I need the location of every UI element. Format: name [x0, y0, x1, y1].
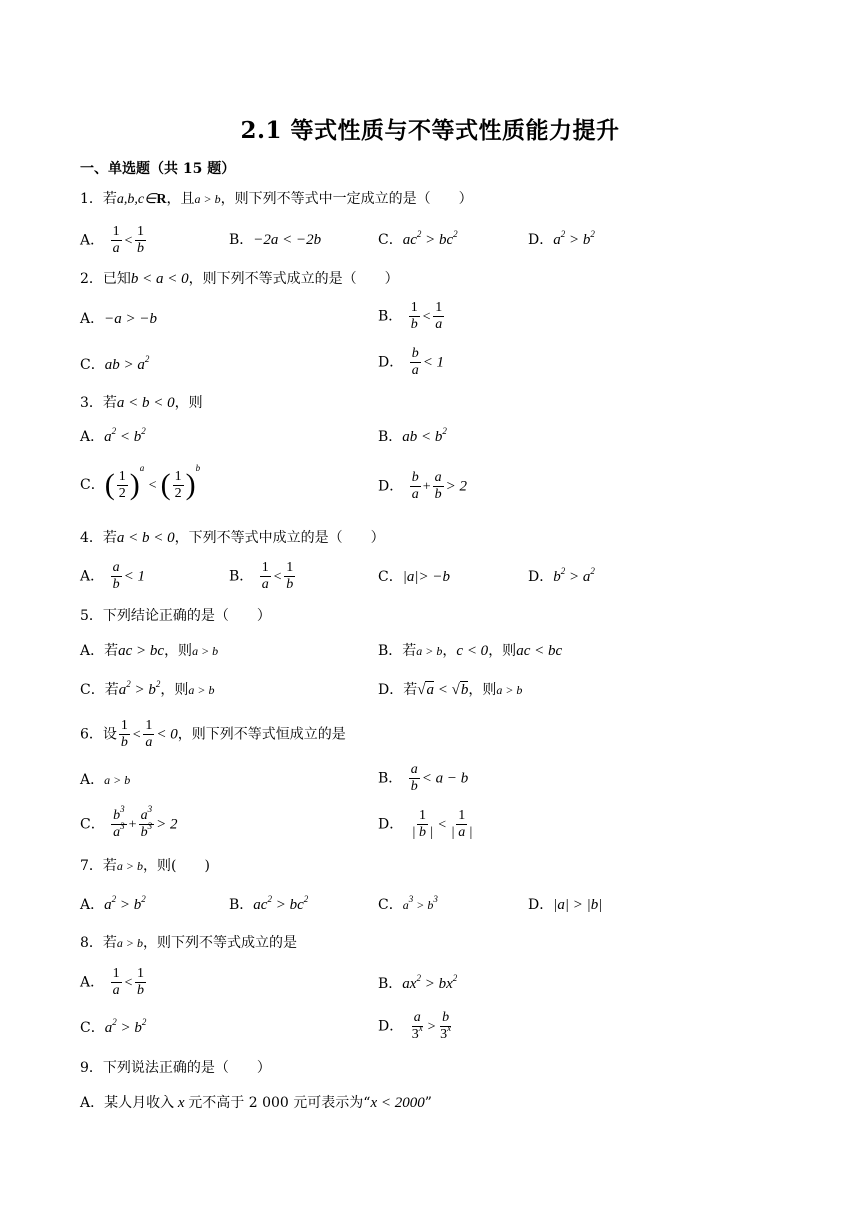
question-4-option-c[interactable]: C．|a|> −b	[378, 569, 450, 585]
question-5-option-b[interactable]: B．若a > b，c < 0，则ac < bc	[378, 643, 563, 659]
question-8-option-a[interactable]: A． $\frac{1}{a}$ < $\frac{1}{b}$	[80, 966, 145, 998]
question-1-option-a[interactable]: A． $\frac{1}{a}$ < $\frac{1}{b}$	[80, 224, 145, 256]
question-1-option-b[interactable]: B．−2a < −2b	[229, 232, 322, 248]
question-3-option-a[interactable]: A．$a^2 < b^2$	[80, 426, 146, 445]
question-2-option-d[interactable]: D． $\frac{b}{a}$ < 1	[378, 346, 445, 378]
question-4-option-d[interactable]: D．$b^2 > a^2$	[528, 566, 595, 585]
question-1-option-c[interactable]: C．$ac^2 > bc^2$	[378, 229, 458, 248]
question-6-option-b[interactable]: B． $\frac{a}{b}$ < a − b	[378, 762, 469, 794]
question-1-option-d[interactable]: D．$a^2 > b^2$	[528, 229, 595, 248]
question-3-option-b[interactable]: B．ab < $b^2$	[378, 426, 447, 445]
question-4-option-a[interactable]: A． $\frac{a}{b}$ < 1	[80, 560, 145, 592]
question-6-option-c[interactable]: C． $\frac{b^3}{a^3}$ + $\frac{a^3}{b^3}$ > 2	[80, 804, 178, 840]
question-3: 3．若a < b < 0，则	[80, 395, 203, 411]
question-6-option-a[interactable]: A．a > b	[80, 772, 131, 788]
question-3-option-d[interactable]: D． $\frac{b}{a}$ + $\frac{a}{b}$ > 2	[378, 470, 467, 502]
question-7-option-a[interactable]: A．$a^2 > b^2$	[80, 894, 146, 913]
question-2-option-c[interactable]: C．ab > $a^2$	[80, 354, 150, 373]
question-4-option-b[interactable]: B． $\frac{1}{a}$ < $\frac{1}{b}$	[229, 560, 294, 592]
page-title: 2.1 等式性质与不等式性质能力提升	[240, 117, 620, 144]
question-7: 7．若a > b，则( )	[80, 858, 210, 874]
question-2: 2．已知b < a < 0，则下列不等式成立的是（ ）	[80, 271, 399, 287]
question-1: 1．若a,b,c∈R，且a > b，则下列不等式中一定成立的是（ ）	[80, 191, 473, 207]
question-7-option-b[interactable]: B．$ac^2 > bc^2$	[229, 894, 309, 913]
question-8-option-b[interactable]: B．$ax^2 > bx^2$	[378, 973, 458, 992]
question-3-option-c[interactable]: C．( $\frac{1}{2}$ )$^a$ < ( $\frac{1}{2}$ )$^b$	[80, 463, 201, 501]
question-8-option-c[interactable]: C．$a^2 > b^2$	[80, 1017, 147, 1036]
question-5-option-a[interactable]: A．若ac > bc，则a > b	[80, 643, 219, 659]
question-7-option-c[interactable]: C．$a^3 > b^3$	[378, 894, 438, 913]
question-6-option-d[interactable]: D． $\frac{1}{| b |}$ < $\frac{1}{| a |}$	[378, 808, 473, 840]
question-4: 4．若a < b < 0，下列不等式中成立的是（ ）	[80, 530, 385, 546]
question-5-option-c[interactable]: C．若$a^2 > b^2$，则a > b	[80, 679, 215, 698]
question-2-option-a[interactable]: A．−a > −b	[80, 311, 157, 327]
question-7-option-d[interactable]: D．|a| > |b|	[528, 897, 603, 913]
question-8: 8．若a > b，则下列不等式成立的是	[80, 935, 298, 951]
section-heading: 一、单选题（共 15 题）	[80, 161, 236, 177]
question-6: 6．设 $\frac{1}{b}$ < $\frac{1}{a}$ < 0，则下列不等式恒成立的是	[80, 718, 346, 750]
question-9: 9．下列说法正确的是（ ）	[80, 1060, 271, 1076]
question-5: 5．下列结论正确的是（ ）	[80, 608, 271, 624]
question-5-option-d[interactable]: D．若√a < √b，则a > b	[378, 682, 523, 698]
question-8-option-d[interactable]: D． $\frac{a}{3^x}$ > $\frac{b}{3^x}$	[378, 1010, 452, 1042]
question-9-option-a[interactable]: A．某人月收入 x 元不高于 2 000 元可表示为“x < 2000”	[80, 1095, 432, 1111]
question-2-option-b[interactable]: B． $\frac{1}{b}$ < $\frac{1}{a}$	[378, 300, 443, 332]
